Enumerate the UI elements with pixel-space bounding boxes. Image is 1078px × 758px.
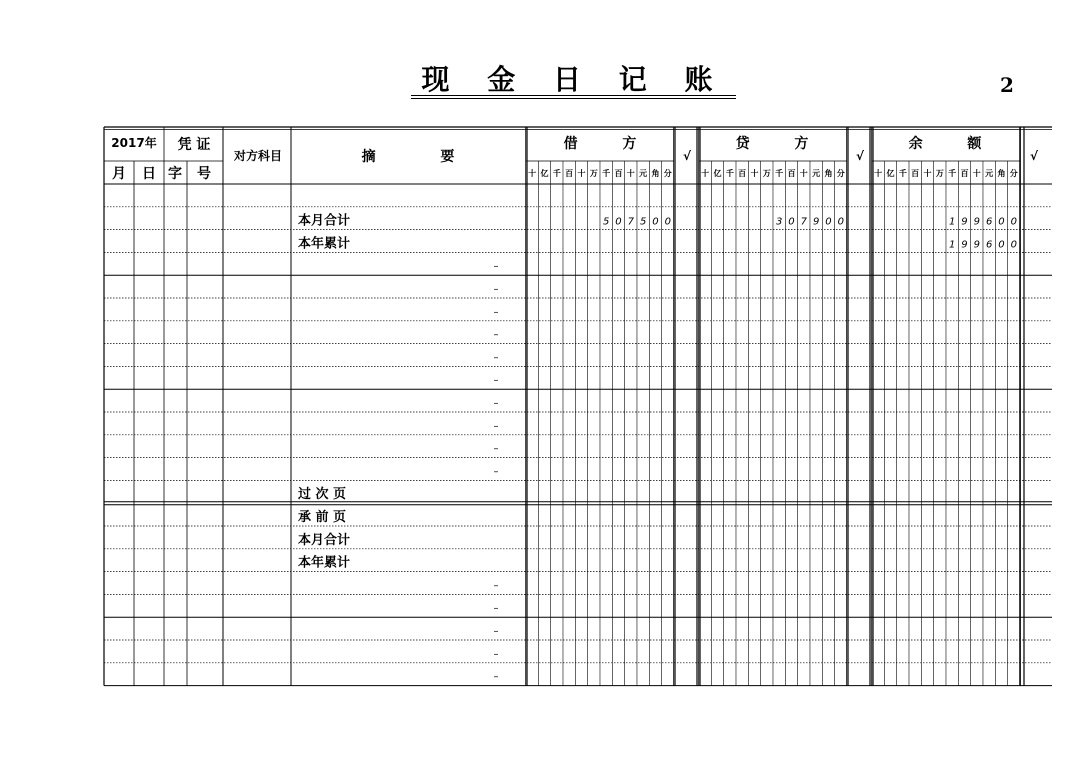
balance-digit: 9 (973, 216, 980, 228)
digit-unit-label: 百 (787, 169, 796, 178)
balance-digit: 0 (998, 239, 1005, 251)
digit-unit-label: 十 (528, 169, 537, 178)
digit-unit-label: 十 (972, 169, 981, 178)
digit-unit-label: 十 (750, 169, 759, 178)
day-label: 日 (142, 166, 156, 182)
digit-unit-label: 十 (799, 169, 808, 178)
table-row (494, 284, 499, 295)
digit-unit-label: 十 (874, 169, 883, 178)
table-row (494, 672, 499, 683)
row-dash-mark: – (493, 603, 499, 615)
row-summary: 本年累计 (298, 236, 351, 252)
debit-check-label: √ (682, 149, 692, 163)
debit-digit: 0 (664, 216, 671, 228)
row-summary: 本年累计 (298, 555, 351, 571)
debit-digit: 5 (639, 216, 647, 228)
digit-unit-label: 十 (923, 169, 932, 178)
table-row (298, 509, 346, 525)
balance-digit: 6 (985, 216, 993, 228)
row-dash-mark: – (493, 626, 499, 637)
balance-digit: 0 (1010, 216, 1017, 228)
row-dash-mark: – (493, 375, 499, 387)
table-row (494, 603, 499, 614)
digit-unit-label: 百 (911, 169, 920, 178)
page-title: 现 金 日 记 账 (421, 63, 727, 96)
balance-digit: 0 (1010, 239, 1017, 251)
year-label: 2017年 (111, 136, 157, 150)
row-dash-mark: – (493, 648, 499, 660)
digit-unit-label: 十 (626, 169, 635, 178)
credit-check-label: √ (855, 149, 865, 163)
row-dash-mark: – (493, 352, 499, 364)
table-row (494, 352, 499, 363)
table-row (494, 626, 499, 637)
voucher-type-label: 字 (168, 166, 182, 182)
row-summary: 本月合计 (298, 213, 351, 229)
balance-digit: 9 (961, 216, 968, 228)
balance-digit: 9 (973, 239, 980, 251)
table-row (298, 532, 350, 548)
digit-unit-label: 百 (565, 169, 574, 178)
table-row (494, 307, 499, 318)
table-row (494, 261, 499, 272)
balance-digit: 1 (948, 216, 956, 228)
row-dash-mark: – (493, 306, 499, 318)
digit-unit-label: 万 (762, 169, 771, 178)
digit-unit-label: 分 (836, 169, 845, 178)
digit-unit-label: 万 (589, 169, 598, 178)
row-dash-mark: – (493, 580, 499, 592)
table-row (494, 330, 499, 341)
counter-account-label: 对方科目 (233, 149, 283, 163)
month-label: 月 (112, 166, 126, 182)
table-grid (104, 127, 1052, 686)
digit-unit-label: 百 (614, 169, 623, 178)
digit-unit-label: 十 (577, 169, 586, 178)
credit-digit: 0 (788, 216, 795, 228)
row-dash-mark: – (493, 466, 499, 478)
digit-unit-label: 万 (935, 169, 944, 178)
table-row (494, 580, 499, 591)
table-row (494, 466, 499, 477)
row-dash-mark: – (493, 329, 499, 341)
row-dash-mark: – (493, 398, 499, 409)
digit-unit-label: 角 (824, 169, 833, 178)
table-row (494, 421, 499, 432)
summary-label: 摘 要 (361, 149, 455, 165)
digit-unit-label: 千 (725, 169, 734, 178)
table-row (494, 375, 499, 386)
credit-digit: 9 (812, 216, 820, 228)
balance-check-label: √ (1029, 149, 1039, 163)
balance-digit: 1 (948, 239, 956, 251)
row-summary: 承 前 页 (298, 510, 347, 525)
debit-digit: 7 (627, 216, 634, 228)
balance-digit: 0 (998, 216, 1005, 228)
voucher-label: 凭 证 (177, 137, 211, 153)
row-dash-mark: – (493, 284, 499, 295)
digit-unit-label: 十 (701, 169, 710, 178)
digit-unit-label: 亿 (886, 169, 895, 178)
digit-unit-label: 分 (1009, 169, 1018, 178)
digit-unit-label: 千 (552, 169, 561, 178)
digit-unit-label: 亿 (713, 169, 722, 178)
digit-unit-label: 千 (775, 169, 784, 178)
debit-label: 借 方 (563, 136, 637, 152)
row-summary: 过 次 页 (298, 487, 347, 503)
page-number: 2 (1000, 73, 1014, 97)
table-row (298, 486, 346, 502)
row-dash-mark: – (493, 420, 499, 432)
digit-unit-label: 千 (948, 169, 957, 178)
debit-digit: 5 (602, 216, 610, 228)
balance-digit: 9 (961, 239, 968, 251)
digit-unit-label: 角 (651, 169, 660, 178)
digit-unit-label: 千 (602, 169, 611, 178)
row-dash-mark: – (493, 671, 499, 683)
credit-digit: 3 (775, 216, 783, 228)
table-row (298, 555, 350, 571)
balance-digit: 6 (985, 239, 993, 251)
debit-digit: 0 (652, 216, 659, 228)
digit-unit-label: 元 (812, 169, 821, 178)
digit-unit-label: 元 (639, 169, 648, 178)
table-row (494, 398, 499, 409)
table-row (494, 649, 499, 660)
digit-unit-label: 亿 (540, 169, 549, 178)
debit-digit: 0 (615, 216, 622, 228)
voucher-number-label: 号 (197, 166, 211, 182)
digit-unit-label: 千 (898, 169, 907, 178)
row-summary: 本月合计 (298, 532, 351, 548)
credit-digit: 0 (825, 216, 832, 228)
digit-unit-label: 角 (997, 169, 1006, 178)
row-dash-mark: – (493, 443, 499, 455)
table-row (494, 444, 499, 455)
credit-digit: 0 (837, 216, 844, 228)
digit-unit-label: 分 (663, 169, 672, 178)
digit-unit-label: 百 (960, 169, 969, 178)
credit-label: 贷 方 (735, 136, 809, 152)
digit-unit-label: 百 (738, 169, 747, 178)
row-dash-mark: – (493, 261, 499, 273)
credit-digit: 7 (800, 216, 807, 228)
digit-unit-label: 元 (985, 169, 994, 178)
balance-label: 余 额 (908, 136, 982, 152)
